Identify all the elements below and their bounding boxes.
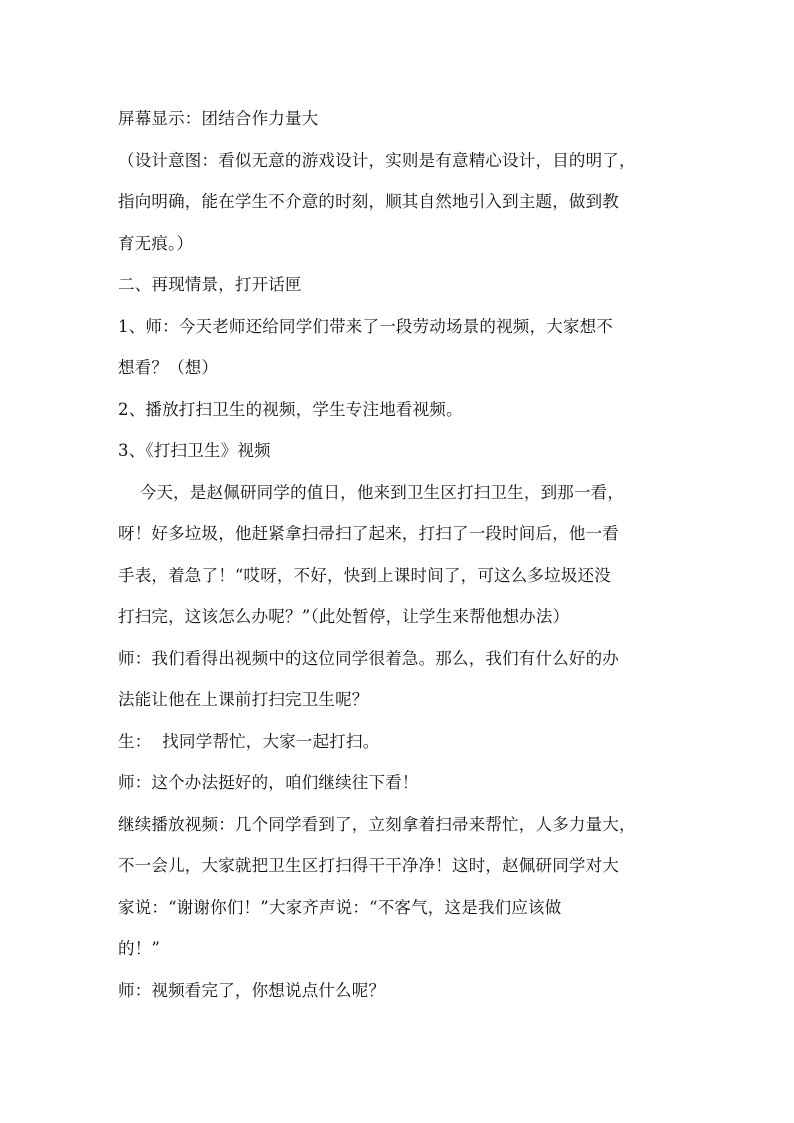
story-paragraph-line-3: 手表，着急了！“哎呀，不好，快到上课时间了，可这么多垃圾还没	[118, 565, 611, 585]
step-3-line: 3、《打扫卫生》视频	[118, 441, 271, 460]
design-intent-line-3: 育无痕。）	[118, 233, 194, 253]
continue-video-line-1: 继续播放视频：几个同学看到了，立刻拿着扫帚来帮忙，人多力量大，	[118, 814, 636, 834]
design-intent-line-2: 指向明确，能在学生不介意的时刻，顺其自然地引入到主题，做到教	[118, 192, 619, 211]
section-heading: 二、再现情景，打开话匣	[118, 275, 302, 294]
design-intent-line-1: （设计意图：看似无意的游戏设计，实则是有意精心设计，目的明了，	[118, 150, 636, 170]
step-1-line-2: 想看？（想）	[118, 358, 219, 377]
continue-video-line-2: 不一会儿，大家就把卫生区打扫得干干净净！这时，赵佩研同学对大	[118, 856, 619, 875]
document-body	[118, 98, 683, 1011]
student-answer-line: 生： 找同学帮忙，大家一起打扫。	[118, 731, 380, 751]
continue-video-line-3: 家说：“谢谢你们！”大家齐声说：“不客气，这是我们应该做	[118, 897, 562, 917]
story-paragraph-line-1: 今天，是赵佩研同学的值日，他来到卫生区打扫卫生，到那一看，	[118, 482, 625, 502]
teacher-question-line-2: 法能让他在上课前打扫完卫生呢？	[118, 690, 369, 709]
screen-display-line: 屏幕显示：团结合作力量大	[118, 109, 319, 128]
teacher-final-question-line: 师：视频看完了，你想说点什么呢？	[118, 980, 386, 1000]
teacher-question-line-1: 师：我们看得出视频中的这位同学很着急。那么，我们有什么好的办	[118, 648, 619, 668]
continue-video-line-4: 的！”	[118, 939, 161, 958]
step-1-line-1: 1、师：今天老师还给同学们带来了一段劳动场景的视频，大家想不	[118, 316, 613, 336]
story-paragraph-line-4: 打扫完，这该怎么办呢？”（此处暂停，让学生来帮他想办法）	[118, 607, 570, 626]
story-paragraph-line-2: 呀！好多垃圾，他赶紧拿扫帚扫了起来，打扫了一段时间后，他一看	[118, 524, 619, 543]
step-2-line: 2、播放打扫卫生的视频，学生专注地看视频。	[118, 399, 463, 419]
teacher-response-line: 师：这个办法挺好的，咱们继续往下看！	[118, 773, 419, 792]
